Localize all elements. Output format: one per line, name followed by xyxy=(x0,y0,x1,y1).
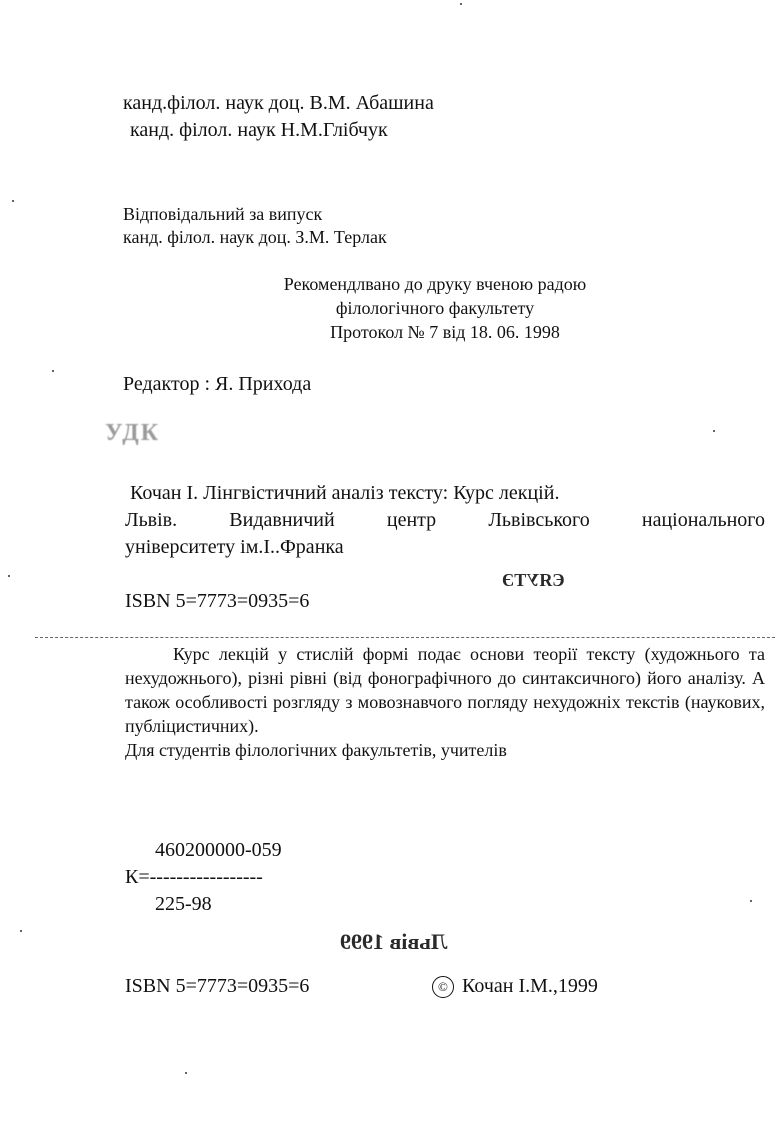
scan-speck xyxy=(460,3,462,5)
responsible-label: Відповідальний за випуск xyxy=(123,204,323,224)
scan-speck xyxy=(12,200,14,202)
reviewer-line-1: канд.філол. наук доц. В.М. Абашина xyxy=(123,92,434,114)
copyright-icon: © xyxy=(432,976,454,998)
faint-stamp: УДК xyxy=(105,420,161,446)
isbn-bottom: ISBN 5=7773=0935=6 xyxy=(125,975,310,997)
mirrored-stamp-mid: ЄЯУТЭ xyxy=(502,570,565,590)
bibliography-word: Львів. xyxy=(125,509,178,531)
scan-speck xyxy=(713,430,715,432)
recommendation-line-3: Протокол № 7 від 18. 06. 1998 xyxy=(330,322,560,342)
isbn-top: ISBN 5=7773=0935=6 xyxy=(125,590,310,612)
bibliography-word: Видавничий xyxy=(229,509,335,531)
abstract-audience: Для студентів філологічних факультетів, учителів xyxy=(125,740,507,760)
recommendation-line-2: філологічного факультету xyxy=(335,298,535,318)
reviewer-line-2: канд. філол. наук Н.М.Глібчук xyxy=(130,119,388,141)
code-top: 460200000-059 xyxy=(155,839,282,861)
copyright-text: Кочан І.М.,1999 xyxy=(462,975,598,997)
scan-speck xyxy=(52,370,54,372)
abstract-paragraph: Курс лекцій у стислій формі подає основи теорії тексту (художнього та нехудожнього), різні рівні (від фонографічного до синтаксичного) його аналізу. А також особливості розгляду з мовознавчого погляду нехудожніх текстів (наукових, публіцистичних). xyxy=(125,644,765,736)
abstract xyxy=(125,642,765,762)
bibliography-word: центр xyxy=(386,509,437,531)
bibliography-word: Львівського xyxy=(488,509,590,531)
bibliography-line-3: університету ім.І..Франка xyxy=(125,536,344,558)
recommendation-line-1: Рекомендлвано до друку вченою радою xyxy=(283,274,587,294)
scan-speck xyxy=(750,900,752,902)
responsible-person: канд. філол. наук доц. З.М. Терлак xyxy=(123,227,387,247)
separator-line xyxy=(35,637,775,638)
bibliography-word: національного xyxy=(641,509,765,531)
bibliography-line-1: Кочан І. Лінгвістичний аналіз тексту: Курс лекцій. xyxy=(130,482,560,504)
bibliography-line-2 xyxy=(125,508,765,532)
scan-speck xyxy=(8,575,10,577)
editor-line: Редактор : Я. Прихода xyxy=(123,373,312,395)
code-bottom: 225-98 xyxy=(155,893,212,915)
code-middle: К=----------------- xyxy=(125,866,263,888)
mirrored-stamp-bottom: Львів 1999 xyxy=(340,929,448,954)
scan-speck xyxy=(20,930,22,932)
copyright-notice xyxy=(432,974,598,998)
scan-speck xyxy=(185,1072,187,1074)
